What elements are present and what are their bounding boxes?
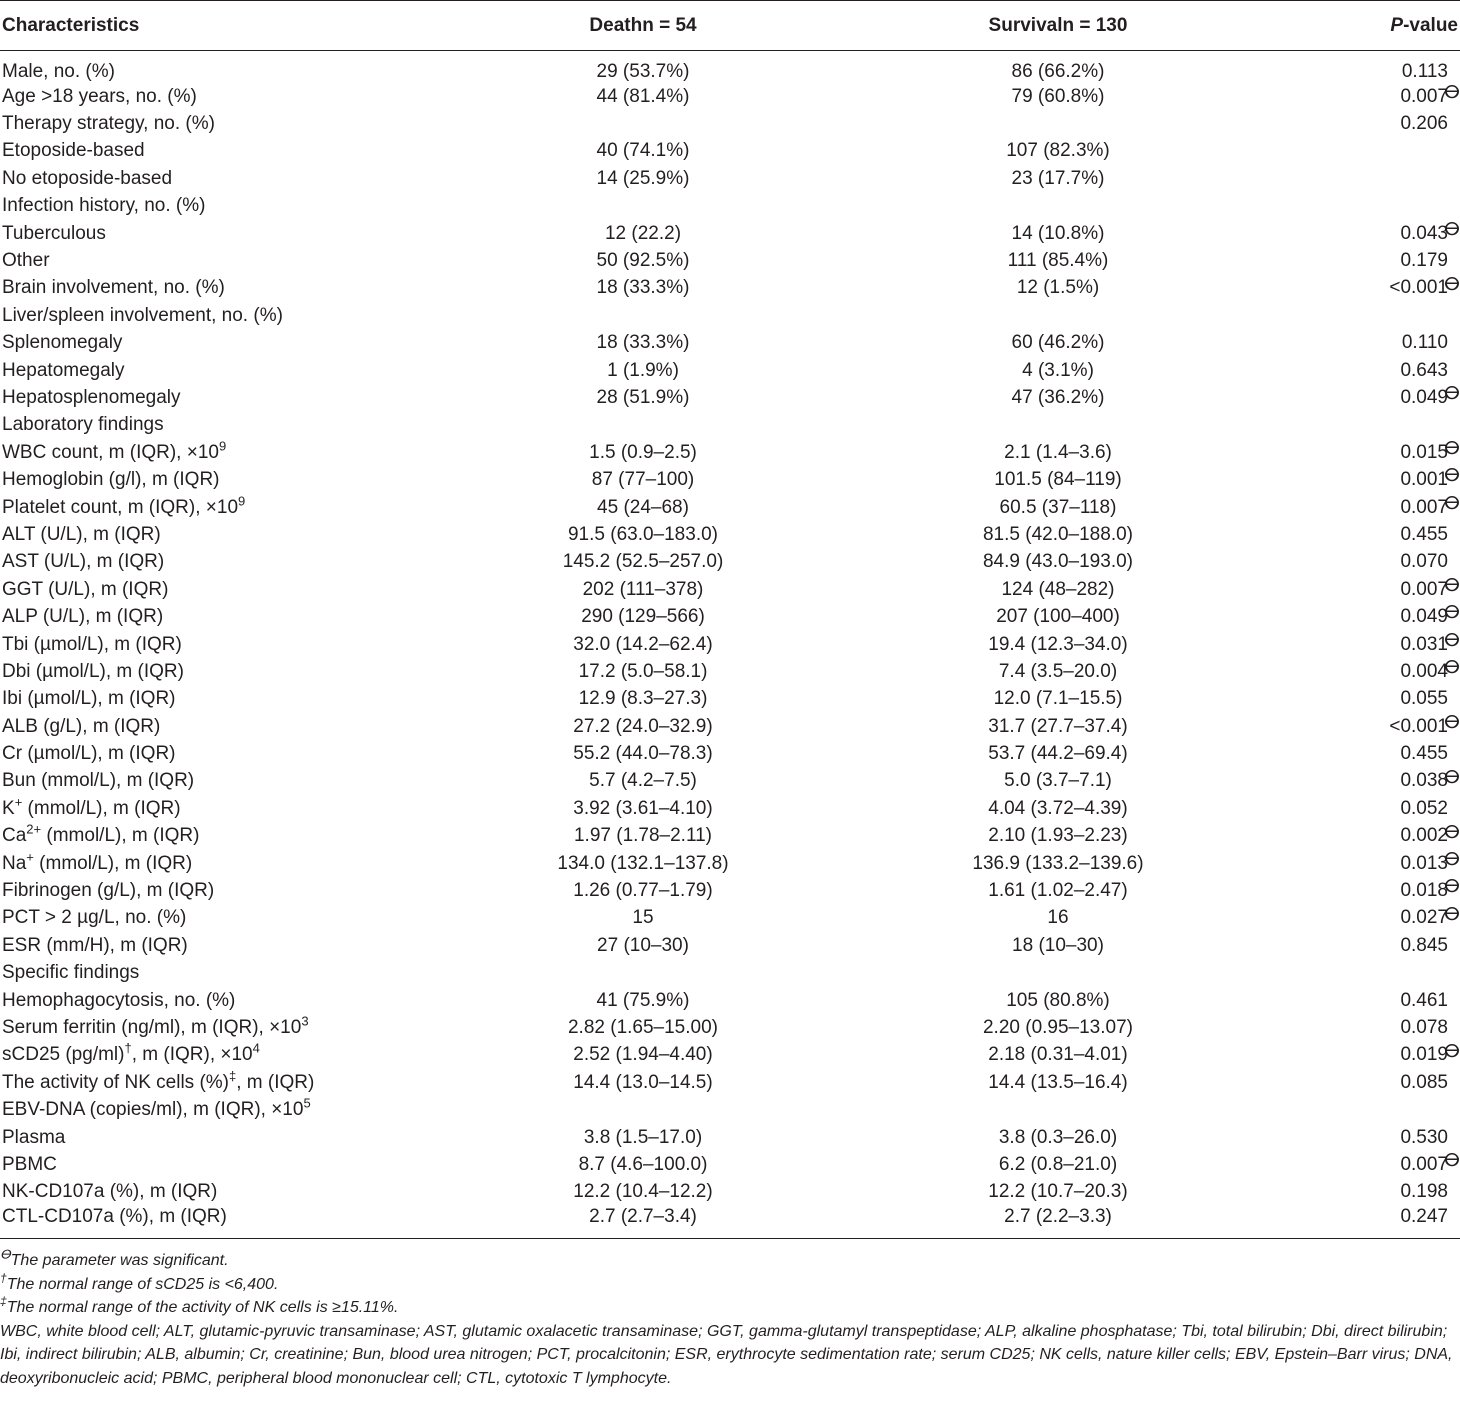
p-value: 0.530 [1400, 1126, 1448, 1148]
survival-value: 4 (3.1%) [1022, 359, 1094, 381]
header-death: Deathn = 54 [440, 1, 846, 51]
p-value: 0.052 [1400, 797, 1448, 819]
survival-value: 14 (10.8%) [1011, 222, 1105, 244]
significance-mark: ⴱ [1444, 492, 1460, 513]
survival-value: 2.18 (0.31–4.01) [988, 1044, 1128, 1066]
table-row [0, 631, 1460, 658]
survival-value: 14.4 (13.5–16.4) [988, 1071, 1128, 1093]
table-row [0, 275, 1460, 302]
significance-mark: ⴱ [1444, 848, 1460, 869]
survival-value: 2.10 (1.93–2.23) [988, 825, 1128, 847]
p-value: 0.206 [1400, 113, 1448, 135]
table-notes [0, 1239, 1460, 1390]
table-row [0, 138, 1460, 165]
survival-value: 81.5 (42.0–188.0) [982, 523, 1133, 545]
survival-value: 53.7 (44.2–69.4) [988, 743, 1128, 765]
survival-value [846, 960, 1270, 987]
significance-mark: ⴱ [1444, 465, 1460, 486]
row-label: Fibrinogen (g/L), m (IQR) [2, 880, 215, 902]
table-row [0, 960, 1460, 987]
p-value: 0.179 [1400, 250, 1448, 272]
death-value [440, 412, 846, 439]
significance-mark: ⴱ [1444, 82, 1460, 102]
death-value: 1.5 (0.9–2.5) [589, 441, 697, 463]
p-value: 0.002 ⴱ [1400, 821, 1460, 847]
row-label: CTL-CD107a (%), m (IQR) [0, 1206, 440, 1239]
row-label: Age >18 years, no. (%) [2, 85, 197, 107]
table-row [0, 987, 1460, 1014]
significance-mark: ⴱ [1444, 711, 1460, 732]
table-row [0, 932, 1460, 959]
row-label: Male, no. (%) [2, 61, 115, 82]
table-row [0, 1151, 1460, 1178]
survival-value: 86 (66.2%) [1011, 61, 1105, 82]
row-label: WBC count, m (IQR), $\times 10^9$ [2, 438, 227, 463]
row-label: Bun (mmol/L), m (IQR) [2, 770, 195, 792]
significance-mark: ⴱ [1444, 629, 1460, 650]
p-value: 0.055 [1400, 688, 1448, 710]
row-label: Brain involvement, no. (%) [2, 277, 225, 299]
death-value: 87 (77–100) [591, 469, 695, 491]
survival-value: 47 (36.2%) [1011, 386, 1105, 408]
survival-value: 4.04 (3.72–4.39) [988, 797, 1128, 819]
p-value: 0.027 ⴱ [1400, 903, 1460, 929]
death-value: 45 (24–68) [597, 496, 689, 518]
p-value: 0.455 [1400, 523, 1448, 545]
row-label: ALB (g/L), m (IQR) [2, 715, 161, 737]
p-value: 0.070 [1400, 551, 1448, 573]
p-value [1270, 138, 1460, 165]
row-label: ESR (mm/H), m (IQR) [2, 934, 188, 956]
death-value [440, 960, 846, 987]
table-row [0, 357, 1460, 384]
table-row [0, 795, 1460, 822]
table-row [0, 110, 1460, 137]
row-label: Cr (µmol/L), m (IQR) [2, 743, 176, 765]
header-p-rest: -value [1403, 14, 1458, 36]
table-row [0, 1042, 1460, 1069]
row-label: Tbi (µmol/L), m (IQR) [2, 633, 182, 655]
row-label: ALT (U/L), m (IQR) [2, 523, 161, 545]
abbreviations-note: WBC, white blood cell; ALT, glutamic-pyruvic transaminase; AST, glutamic oxalacetic transaminase; GGT, gamma-glutamyl transpeptidase; ALP, alkaline phosphatase; Tbi, total bilirubin; Dbi, direct bilirubin; Ibi, indirect bilirubin; ALB, albumin; Cr, creatinine; Bun, blood urea nitrogen; PCT, procalcitonin; ESR, erythrocyte sedimentation rate; serum CD25; NK cells, nature killer cells; EBV, Epstein–Barr virus; DNA, deoxyribonucleic acid; PBMC, peripheral blood mononuclear cell; CTL, cytotoxic T lymphocyte. [0, 1322, 1453, 1387]
survival-value: 101.5 (84–119) [994, 469, 1122, 491]
table-row [0, 1014, 1460, 1041]
death-value: 44 (81.4%) [596, 85, 690, 107]
significance-mark: ⴱ [1444, 1150, 1460, 1171]
survival-value: 31.7 (27.7–37.4) [988, 715, 1128, 737]
significance-mark: ⴱ [1444, 218, 1460, 239]
survival-value [846, 193, 1270, 220]
footnote-scd25 [0, 1273, 1460, 1297]
survival-value: 19.4 (12.3–34.0) [988, 633, 1128, 655]
death-value: 12.2 (10.4–12.2) [573, 1181, 713, 1203]
death-value: 1.26 (0.77–1.79) [573, 880, 713, 902]
footnote-significant [0, 1249, 1460, 1273]
p-value: 0.038 ⴱ [1400, 766, 1460, 792]
row-label: Na+ (mmol/L), m (IQR) [2, 849, 193, 874]
death-value [440, 1096, 846, 1123]
header-p-value [1270, 1, 1460, 51]
table-row [0, 850, 1460, 877]
death-value: 8.7 (4.6–100.0) [578, 1153, 708, 1175]
table-header-row [0, 1, 1460, 51]
row-label: Other [2, 250, 50, 272]
table-row [0, 686, 1460, 713]
death-value: 91.5 (63.0–183.0) [567, 523, 718, 545]
p-value [1270, 302, 1460, 329]
table-row [0, 220, 1460, 247]
row-label: K+ (mmol/L), m (IQR) [2, 794, 181, 819]
table-row [0, 83, 1460, 110]
significance-mark: ⴱ [1444, 575, 1460, 596]
survival-value: 12.0 (7.1–15.5) [993, 688, 1123, 710]
row-label: sCD25 (pg/ml)†, m (IQR), $\times 10^4$ [2, 1041, 260, 1066]
death-value: 55.2 (44.0–78.3) [573, 743, 713, 765]
death-value: 2.7 (2.7–3.4) [440, 1206, 846, 1239]
death-value: 12.9 (8.3–27.3) [578, 688, 708, 710]
p-value [1270, 1096, 1460, 1123]
table-row [0, 51, 1460, 84]
p-value: <0.001 ⴱ [1389, 273, 1460, 299]
row-label: Tuberculous [2, 222, 106, 244]
p-value: <0.001 ⴱ [1389, 711, 1460, 737]
row-label: Dbi (µmol/L), m (IQR) [2, 660, 184, 682]
death-value: 17.2 (5.0–58.1) [578, 660, 708, 682]
row-label: EBV-DNA (copies/ml), m (IQR), $\times 10^5$ [2, 1095, 311, 1121]
p-value [1270, 412, 1460, 439]
row-label: Laboratory findings [2, 414, 164, 436]
significance-mark: ⴱ [1444, 903, 1460, 924]
death-value: 29 (53.7%) [596, 61, 690, 82]
row-label: Liver/spleen involvement, no. (%) [2, 304, 283, 326]
footnote-nk-cells [0, 1296, 1460, 1320]
survival-value: 79 (60.8%) [1011, 85, 1105, 107]
header-p-italic: P [1390, 14, 1404, 36]
survival-value: 5.0 (3.7–7.1) [1004, 770, 1112, 792]
row-label: $Ca^{2+}$ (mmol/L), m (IQR) [2, 821, 200, 847]
survival-value: 2.7 (2.2–3.3) [846, 1206, 1270, 1239]
table-row [0, 713, 1460, 740]
p-value [1270, 193, 1460, 220]
p-value: 0.001 ⴱ [1400, 465, 1460, 491]
row-label: Hepatomegaly [2, 359, 125, 381]
row-label: Splenomegaly [2, 332, 123, 354]
p-value [1270, 960, 1460, 987]
table-row [0, 1096, 1460, 1123]
table-row [0, 302, 1460, 329]
footnote-text: The normal range of sCD25 is <6,400. [6, 1275, 279, 1293]
p-value: 0.845 [1400, 934, 1448, 956]
significance-mark: ⴱ [1444, 657, 1460, 678]
significance-mark: ⴱ [1444, 1040, 1460, 1061]
table-row [0, 1069, 1460, 1096]
table-row [0, 1124, 1460, 1151]
row-label: PBMC [2, 1153, 57, 1175]
death-value: 145.2 (52.5–257.0) [562, 551, 724, 573]
p-value [1270, 165, 1460, 192]
row-label: NK-CD107a (%), m (IQR) [2, 1181, 218, 1203]
table-row [0, 877, 1460, 904]
p-value: 0.643 [1400, 359, 1448, 381]
survival-value: 16 [1047, 907, 1069, 929]
p-value: 0.247 [1270, 1206, 1460, 1239]
p-value: 0.113 [1401, 61, 1448, 82]
survival-value [846, 1096, 1270, 1123]
survival-value: 7.4 (3.5–20.0) [998, 660, 1118, 682]
significance-mark: ⴱ [1444, 383, 1460, 404]
significance-mark: ⴱ [1444, 766, 1460, 787]
p-value: 0.013 ⴱ [1400, 848, 1460, 874]
survival-value: 1.61 (1.02–2.47) [988, 880, 1128, 902]
p-value: 0.110 [1401, 332, 1448, 354]
death-value: 2.52 (1.94–4.40) [573, 1044, 713, 1066]
p-value: 0.007 ⴱ [1400, 575, 1460, 600]
p-value: 0.007 ⴱ [1400, 1150, 1460, 1175]
table-body [0, 51, 1460, 1239]
death-value: 3.8 (1.5–17.0) [583, 1126, 703, 1148]
survival-value [846, 110, 1270, 137]
table-row [0, 330, 1460, 357]
death-value: 14.4 (13.0–14.5) [573, 1071, 713, 1093]
death-value: 14 (25.9%) [596, 167, 690, 189]
significance-mark: ⴱ [1444, 821, 1460, 842]
table-row [0, 768, 1460, 795]
survival-value [846, 412, 1270, 439]
table-row [0, 576, 1460, 603]
death-value: 12 (22.2) [604, 222, 682, 244]
survival-value: 60.5 (37–118) [999, 496, 1117, 518]
footnote-text: The parameter was significant. [10, 1252, 229, 1270]
survival-value: 84.9 (43.0–193.0) [982, 551, 1133, 573]
death-value: 50 (92.5%) [596, 250, 690, 272]
survival-value: 207 (100–400) [996, 606, 1120, 628]
row-label: AST (U/L), m (IQR) [2, 551, 165, 573]
survival-value: 107 (82.3%) [1006, 140, 1110, 162]
significance-mark: ⴱ [1444, 273, 1460, 294]
death-value [440, 193, 846, 220]
footnote-mark: ⴱ [0, 1247, 11, 1262]
table-row [0, 466, 1460, 493]
table-row [0, 1179, 1460, 1206]
survival-value: 2.1 (1.4–3.6) [1004, 441, 1112, 463]
death-value: 18 (33.3%) [596, 332, 690, 354]
death-value: 41 (75.9%) [596, 989, 690, 1011]
table-row [0, 603, 1460, 630]
p-value: 0.455 [1400, 743, 1448, 765]
death-value: 40 (74.1%) [596, 140, 690, 162]
death-value: 18 (33.3%) [596, 277, 690, 299]
p-value: 0.007 ⴱ [1400, 492, 1460, 518]
death-value: 28 (51.9%) [596, 386, 690, 408]
survival-value: 12 (1.5%) [1016, 277, 1100, 299]
header-survival: Survivaln = 130 [846, 1, 1270, 51]
row-label: Platelet count, m (IQR), $\times 10^9$ [2, 493, 246, 518]
death-value: 290 (129–566) [581, 606, 705, 628]
survival-value: 18 (10–30) [1012, 934, 1104, 956]
death-value: 27.2 (24.0–32.9) [573, 715, 713, 737]
row-label: Therapy strategy, no. (%) [2, 113, 215, 135]
row-label: Specific findings [2, 962, 140, 984]
table-row [0, 384, 1460, 411]
table-row [0, 165, 1460, 192]
p-value: 0.004 ⴱ [1400, 657, 1460, 682]
table-row [0, 193, 1460, 220]
p-value: 0.049 ⴱ [1400, 602, 1460, 628]
survival-value: 60 (46.2%) [1011, 332, 1105, 354]
survival-value: 12.2 (10.7–20.3) [988, 1181, 1128, 1203]
table-row [0, 549, 1460, 576]
significance-mark: ⴱ [1444, 876, 1460, 897]
row-label: Hepatosplenomegaly [2, 386, 181, 408]
row-label: Ibi (µmol/L), m (IQR) [2, 688, 176, 710]
table-row [0, 247, 1460, 274]
row-label: Hemoglobin (g/l), m (IQR) [2, 469, 220, 491]
death-value [440, 110, 846, 137]
survival-value: 105 (80.8%) [1006, 989, 1110, 1011]
p-value: 0.043 ⴱ [1400, 218, 1460, 244]
death-value: 15 [632, 907, 654, 929]
row-label: PCT > 2 µg/L, no. (%) [2, 907, 187, 929]
p-value: 0.007 ⴱ [1400, 82, 1460, 107]
survival-value [846, 302, 1270, 329]
p-value: 0.049 ⴱ [1400, 383, 1460, 408]
table-row [0, 740, 1460, 767]
death-value: 27 (10–30) [597, 934, 689, 956]
row-label: Infection history, no. (%) [2, 195, 206, 217]
row-label: Plasma [2, 1126, 66, 1148]
row-label: No etoposide-based [2, 167, 173, 189]
survival-value: 136.9 (133.2–139.6) [972, 852, 1144, 874]
row-label: The activity of NK cells (%)‡, m (IQR) [2, 1068, 315, 1093]
table-row [0, 521, 1460, 548]
p-value: 0.031 ⴱ [1400, 629, 1460, 655]
death-value: 5.7 (4.2–7.5) [589, 770, 697, 792]
p-value: 0.085 [1400, 1071, 1448, 1093]
table-row [0, 905, 1460, 932]
table-row [0, 439, 1460, 466]
death-value: 202 (111–378) [582, 578, 704, 600]
p-value: 0.018 ⴱ [1400, 876, 1460, 902]
footnote-mark: ‡ [0, 1294, 7, 1309]
table-row [0, 412, 1460, 439]
p-value: 0.198 [1400, 1181, 1448, 1203]
p-value: 0.078 [1400, 1016, 1448, 1038]
survival-value: 124 (48–282) [1001, 578, 1115, 600]
row-label: Etoposide-based [2, 140, 145, 162]
p-value: 0.019 ⴱ [1400, 1040, 1460, 1066]
row-label: ALP (U/L), m (IQR) [2, 606, 164, 628]
death-value [440, 302, 846, 329]
significance-mark: ⴱ [1444, 602, 1460, 623]
footnote-text: The normal range of the activity of NK cells is ≥15.11%. [6, 1299, 399, 1317]
significance-mark: ⴱ [1444, 438, 1460, 459]
row-label: Hemophagocytosis, no. (%) [2, 989, 236, 1011]
table-row [0, 1206, 1460, 1239]
survival-value: 3.8 (0.3–26.0) [998, 1126, 1118, 1148]
p-value: 0.015 ⴱ [1400, 438, 1460, 463]
death-value: 2.82 (1.65–15.00) [567, 1016, 718, 1038]
table-row [0, 823, 1460, 850]
row-label: Serum ferritin (ng/ml), m (IQR), $\times 10^3$ [2, 1013, 309, 1038]
p-value: 0.461 [1400, 989, 1448, 1011]
survival-value: 6.2 (0.8–21.0) [998, 1153, 1118, 1175]
survival-value: 23 (17.7%) [1011, 167, 1105, 189]
death-value: 3.92 (3.61–4.10) [573, 797, 713, 819]
footnote-mark: † [0, 1271, 7, 1286]
survival-value: 2.20 (0.95–13.07) [982, 1016, 1133, 1038]
table-row [0, 494, 1460, 521]
header-characteristics: Characteristics [0, 1, 440, 51]
survival-value: 111 (85.4%) [1007, 250, 1109, 272]
death-value: 1 (1.9%) [607, 359, 679, 381]
row-label: GGT (U/L), m (IQR) [2, 578, 169, 600]
death-value: 134.0 (132.1–137.8) [557, 852, 729, 874]
table-row [0, 658, 1460, 685]
death-value: 1.97 (1.78–2.11) [573, 825, 713, 847]
death-value: 32.0 (14.2–62.4) [573, 633, 713, 655]
